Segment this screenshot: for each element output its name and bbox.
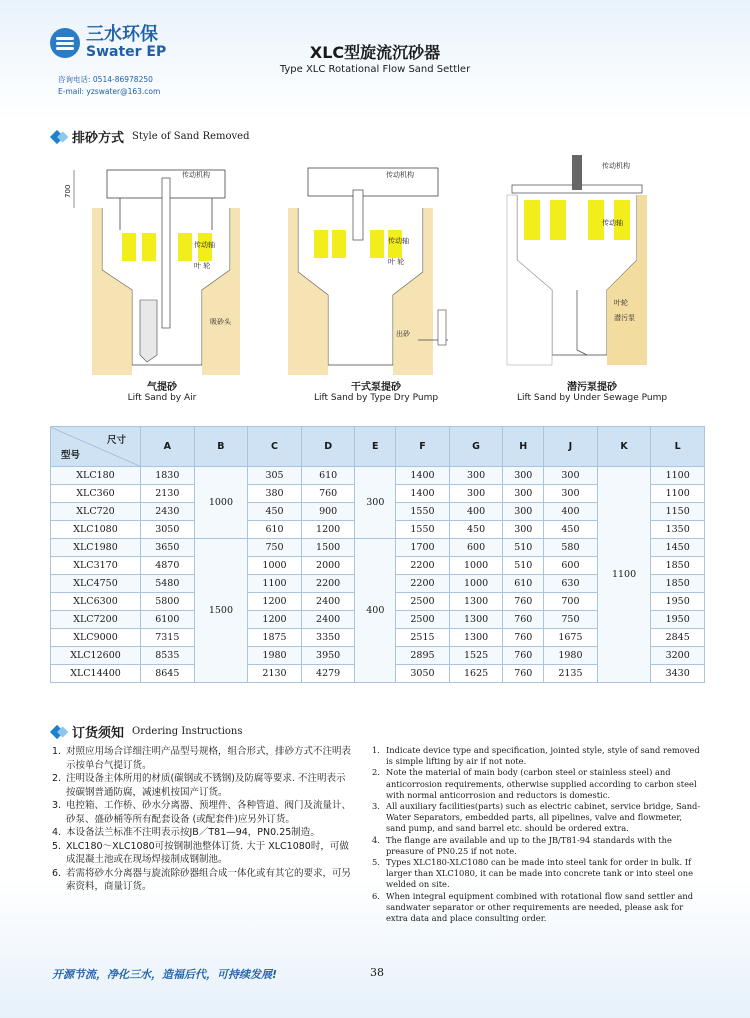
cell-c: 1100 — [248, 575, 302, 593]
cell-f: 2200 — [396, 557, 450, 575]
note-item — [372, 857, 702, 891]
cell-c: 1875 — [248, 629, 302, 647]
col-header-a: A — [141, 427, 195, 467]
cell-model: XLC4750 — [51, 575, 141, 593]
note-text: 电控箱、工作桥、砂水分离器、预埋件、各种管道、阀门及流量计、砂泵、盛砂桶等所有配套设备 (或配套件)应另外订货。 — [66, 800, 352, 825]
cell-j: 300 — [544, 485, 598, 503]
cell-c: 1000 — [248, 557, 302, 575]
label-sand-out: 出砂 — [396, 330, 410, 338]
col-header-f: F — [396, 427, 450, 467]
cell-f: 3050 — [396, 665, 450, 683]
cell-model: XLC6300 — [51, 593, 141, 611]
note-number: 6. — [372, 890, 380, 901]
label-drive: 传动机构 — [602, 162, 630, 170]
corner-size-label: 尺寸 — [106, 435, 126, 446]
cell-d: 2400 — [301, 593, 355, 611]
note-item — [52, 799, 352, 826]
air-lift-drawing — [62, 150, 262, 375]
label-impeller: 叶 轮 — [388, 258, 405, 266]
diagram-air-lift — [62, 150, 262, 390]
section-heading-ordering — [52, 722, 242, 741]
note-item — [372, 891, 702, 925]
note-text: When integral equipment combined with rotational flow sand settler and sandwater separator or other requirements are needed, please ask for extra data and place consulting order. — [386, 890, 694, 924]
note-text: All auxiliary facilities(parts) such as electric cabinet, service bridge, Sand-Water Separators, embedded parts, all pipelines, valve and flowmeter, sand pump, and sand barrel etc. should be ordered extra. — [386, 801, 701, 834]
cell-f: 1550 — [396, 521, 450, 539]
cell-c: 750 — [248, 539, 302, 557]
cell-f: 1400 — [396, 485, 450, 503]
cell-e: 300 — [355, 467, 396, 539]
cell-h: 760 — [503, 647, 544, 665]
cell-a: 4870 — [141, 557, 195, 575]
page-number: 38 — [370, 966, 384, 979]
cell-h: 510 — [503, 539, 544, 557]
cell-model: XLC720 — [51, 503, 141, 521]
table-header-row — [51, 427, 705, 467]
note-item — [52, 867, 352, 894]
note-text: 若需将砂水分离器与旋流除砂器组合成一体化或有其它的要求，可另索资料，商量订货。 — [66, 867, 352, 892]
label-shaft: 传动轴 — [388, 237, 409, 245]
cell-h: 300 — [503, 467, 544, 485]
cell-c: 450 — [248, 503, 302, 521]
cell-b: 1500 — [194, 539, 248, 683]
footer-slogan: 开源节流，净化三水，造福后代，可持续发展! — [52, 968, 278, 981]
cell-d: 2000 — [301, 557, 355, 575]
cell-l: 1100 — [651, 485, 705, 503]
page-subtitle: Type XLC Rotational Flow Sand Settler — [279, 64, 471, 75]
cell-model: XLC1980 — [51, 539, 141, 557]
note-text: 注明设备主体所用的材质(碳钢或不锈钢)及防腐等要求. 不注明表示按碳钢普通防腐，减速机按国产订货。 — [66, 773, 346, 798]
cell-e: 400 — [355, 539, 396, 683]
cell-h: 300 — [503, 503, 544, 521]
cell-a: 5480 — [141, 575, 195, 593]
cell-a: 7315 — [141, 629, 195, 647]
cell-h: 760 — [503, 611, 544, 629]
cell-d: 3950 — [301, 647, 355, 665]
caption-sewage-pump-en: Lift Sand by Under Sewage Pump — [516, 393, 668, 403]
cell-l: 1950 — [651, 593, 705, 611]
cell-j: 600 — [544, 557, 598, 575]
cell-model: XLC1080 — [51, 521, 141, 539]
col-header-b: B — [194, 427, 248, 467]
note-number: 2. — [52, 773, 62, 784]
ordering-notes-en — [372, 745, 702, 924]
note-item — [52, 772, 352, 799]
cell-g: 300 — [449, 467, 503, 485]
cell-l: 2845 — [651, 629, 705, 647]
cell-c: 1980 — [248, 647, 302, 665]
col-header-g: G — [449, 427, 503, 467]
cell-c: 1200 — [248, 611, 302, 629]
cell-j: 1675 — [544, 629, 598, 647]
page-title: XLC型旋流沉砂器 — [309, 43, 441, 62]
label-drive: 传动机构 — [386, 171, 414, 179]
spec-table-body — [51, 467, 705, 683]
note-number: 1. — [52, 746, 62, 757]
ordering-notes-cn — [52, 745, 352, 894]
cell-j: 400 — [544, 503, 598, 521]
col-header-l: L — [651, 427, 705, 467]
col-header-j: J — [544, 427, 598, 467]
cell-g: 1300 — [449, 593, 503, 611]
cell-model: XLC7200 — [51, 611, 141, 629]
col-header-k: K — [597, 427, 651, 467]
cell-a: 6100 — [141, 611, 195, 629]
note-text: The flange are available and up to the JB/T81-94 standards with the preasure of PN0.25 if not note. — [386, 834, 672, 856]
section-title-cn: 排砂方式 — [72, 131, 125, 146]
caption-sewage-pump-cn: 潜污泵提砂 — [567, 382, 617, 393]
cell-j: 700 — [544, 593, 598, 611]
cell-l: 1850 — [651, 557, 705, 575]
cell-f: 1550 — [396, 503, 450, 521]
cell-f: 2895 — [396, 647, 450, 665]
cell-l: 3200 — [651, 647, 705, 665]
cell-d: 1500 — [301, 539, 355, 557]
cell-l: 1850 — [651, 575, 705, 593]
note-number: 1. — [372, 745, 380, 755]
cell-j: 630 — [544, 575, 598, 593]
cell-g: 1000 — [449, 557, 503, 575]
diamond-bullet-icon — [50, 724, 64, 738]
section-heading-sand-removal — [52, 127, 249, 146]
cell-g: 1625 — [449, 665, 503, 683]
label-drive: 传动机构 — [182, 171, 210, 179]
note-number: 5. — [372, 857, 380, 868]
section-title-en: Ordering Instructions — [132, 726, 243, 737]
cell-d: 3350 — [301, 629, 355, 647]
cell-h: 760 — [503, 629, 544, 647]
cell-model: XLC3170 — [51, 557, 141, 575]
cell-d: 4279 — [301, 665, 355, 683]
cell-d: 760 — [301, 485, 355, 503]
cell-f: 2500 — [396, 593, 450, 611]
cell-h: 610 — [503, 575, 544, 593]
cell-l: 1100 — [651, 467, 705, 485]
cell-a: 8645 — [141, 665, 195, 683]
brand-name-cn: 三水环保 — [86, 24, 158, 45]
cell-j: 300 — [544, 467, 598, 485]
note-number: 4. — [372, 834, 380, 845]
cell-f: 2500 — [396, 611, 450, 629]
note-text: Indicate device type and specification, jointed style, style of sand removed is simple lifting by air if not note. — [386, 745, 700, 767]
cell-d: 900 — [301, 503, 355, 521]
cell-j: 580 — [544, 539, 598, 557]
note-number: 3. — [52, 800, 62, 811]
cell-g: 300 — [449, 485, 503, 503]
note-text: Note the material of main body (carbon steel or stainless steel) and anticorrosion requirements, otherwise supplied according to carbon steel with normal anticorrosion and reductors is domestic. — [386, 767, 697, 800]
cell-f: 2515 — [396, 629, 450, 647]
email-text: E-mail: yzswater@163.com — [58, 87, 161, 96]
diagram-sewage-pump — [492, 150, 692, 390]
cell-model: XLC14400 — [51, 665, 141, 683]
note-item — [372, 835, 702, 857]
note-number: 3. — [372, 801, 380, 812]
label-shaft: 传动轴 — [602, 219, 623, 227]
cell-l: 1450 — [651, 539, 705, 557]
col-header-h: H — [503, 427, 544, 467]
section-title-cn: 订货须知 — [72, 726, 125, 741]
cell-f: 1700 — [396, 539, 450, 557]
diamond-bullet-icon — [50, 129, 64, 143]
cell-a: 3050 — [141, 521, 195, 539]
brand-name-en: Swater EP — [86, 44, 167, 60]
caption-air-lift-en: Lift Sand by Air — [127, 393, 197, 403]
label-impeller: 叶轮 — [614, 299, 628, 307]
cell-h: 760 — [503, 593, 544, 611]
caption-dry-pump-cn: 干式泵提砂 — [351, 382, 401, 393]
cell-a: 1830 — [141, 467, 195, 485]
corner-model-label: 型号 — [61, 450, 81, 461]
cell-j: 450 — [544, 521, 598, 539]
cell-d: 2200 — [301, 575, 355, 593]
col-header-c: C — [248, 427, 302, 467]
phone-text: 咨询电话: 0514-86978250 — [58, 75, 153, 84]
note-number: 6. — [52, 867, 62, 879]
cell-model: XLC9000 — [51, 629, 141, 647]
cell-f: 1400 — [396, 467, 450, 485]
cell-g: 1300 — [449, 611, 503, 629]
cell-h: 300 — [503, 521, 544, 539]
cell-g: 1300 — [449, 629, 503, 647]
cell-g: 1000 — [449, 575, 503, 593]
label-impeller: 叶 轮 — [194, 262, 211, 270]
cell-l: 1150 — [651, 503, 705, 521]
cell-g: 1525 — [449, 647, 503, 665]
cell-g: 450 — [449, 521, 503, 539]
spec-table — [50, 426, 705, 683]
contact-info — [58, 74, 160, 98]
cell-a: 3650 — [141, 539, 195, 557]
section-title-en: Style of Sand Removed — [132, 131, 250, 142]
cell-model: XLC180 — [51, 467, 141, 485]
dry-pump-drawing — [278, 150, 478, 375]
note-item — [372, 767, 702, 801]
note-text: XLC180～XLC1080可按钢制池整体订货. 大于 XLC1080时，可做成混凝土池或在现场焊接制成钢制池。 — [66, 840, 349, 865]
note-item — [52, 826, 352, 840]
note-item — [372, 801, 702, 835]
cell-model: XLC360 — [51, 485, 141, 503]
note-number: 5. — [52, 840, 62, 852]
cell-d: 1200 — [301, 521, 355, 539]
cell-h: 510 — [503, 557, 544, 575]
col-header-e: E — [355, 427, 396, 467]
cell-g: 400 — [449, 503, 503, 521]
cell-j: 1980 — [544, 647, 598, 665]
label-shaft: 传动轴 — [194, 241, 215, 249]
note-text: 对照应用场合详细注明产品型号规格，组合形式，排砂方式不注明表示按单台气提订货。 — [66, 746, 352, 771]
note-item — [52, 745, 352, 772]
note-text: 本设备法兰标准不注明表示按JB／T81—94，PN0.25制造。 — [66, 827, 320, 838]
note-item — [372, 745, 702, 767]
note-text: Types XLC180-XLC1080 can be made into steel tank for order in bulk. If larger than XLC1080, it can be made into concrete tank or into steel one welded on site. — [386, 857, 694, 890]
cell-model: XLC12600 — [51, 647, 141, 665]
cell-a: 2130 — [141, 485, 195, 503]
note-item — [52, 840, 352, 867]
diagram-dry-pump — [278, 150, 478, 390]
cell-c: 2130 — [248, 665, 302, 683]
caption-dry-pump-en: Lift Sand by Type Dry Pump — [313, 393, 439, 403]
cell-j: 750 — [544, 611, 598, 629]
cell-a: 8535 — [141, 647, 195, 665]
cell-l: 3430 — [651, 665, 705, 683]
caption-air-lift-cn: 气提砂 — [147, 382, 177, 393]
table-row — [51, 467, 705, 485]
cell-c: 305 — [248, 467, 302, 485]
note-number: 2. — [372, 767, 380, 778]
cell-a: 2430 — [141, 503, 195, 521]
cell-d: 2400 — [301, 611, 355, 629]
cell-k: 1100 — [597, 467, 651, 683]
cell-c: 380 — [248, 485, 302, 503]
cell-h: 760 — [503, 665, 544, 683]
cell-b: 1000 — [194, 467, 248, 539]
corner-header — [51, 427, 141, 467]
cell-c: 1200 — [248, 593, 302, 611]
cell-f: 2200 — [396, 575, 450, 593]
cell-c: 610 — [248, 521, 302, 539]
cell-h: 300 — [503, 485, 544, 503]
label-sewage-pump: 潜污泵 — [614, 314, 635, 322]
sewage-pump-drawing — [492, 150, 692, 375]
cell-a: 5800 — [141, 593, 195, 611]
cell-d: 610 — [301, 467, 355, 485]
cell-l: 1350 — [651, 521, 705, 539]
label-suction-head: 吸砂头 — [210, 318, 231, 326]
dim-700: 700 — [64, 184, 72, 198]
cell-g: 600 — [449, 539, 503, 557]
note-number: 4. — [52, 827, 62, 838]
cell-j: 2135 — [544, 665, 598, 683]
cell-l: 1950 — [651, 611, 705, 629]
col-header-d: D — [301, 427, 355, 467]
